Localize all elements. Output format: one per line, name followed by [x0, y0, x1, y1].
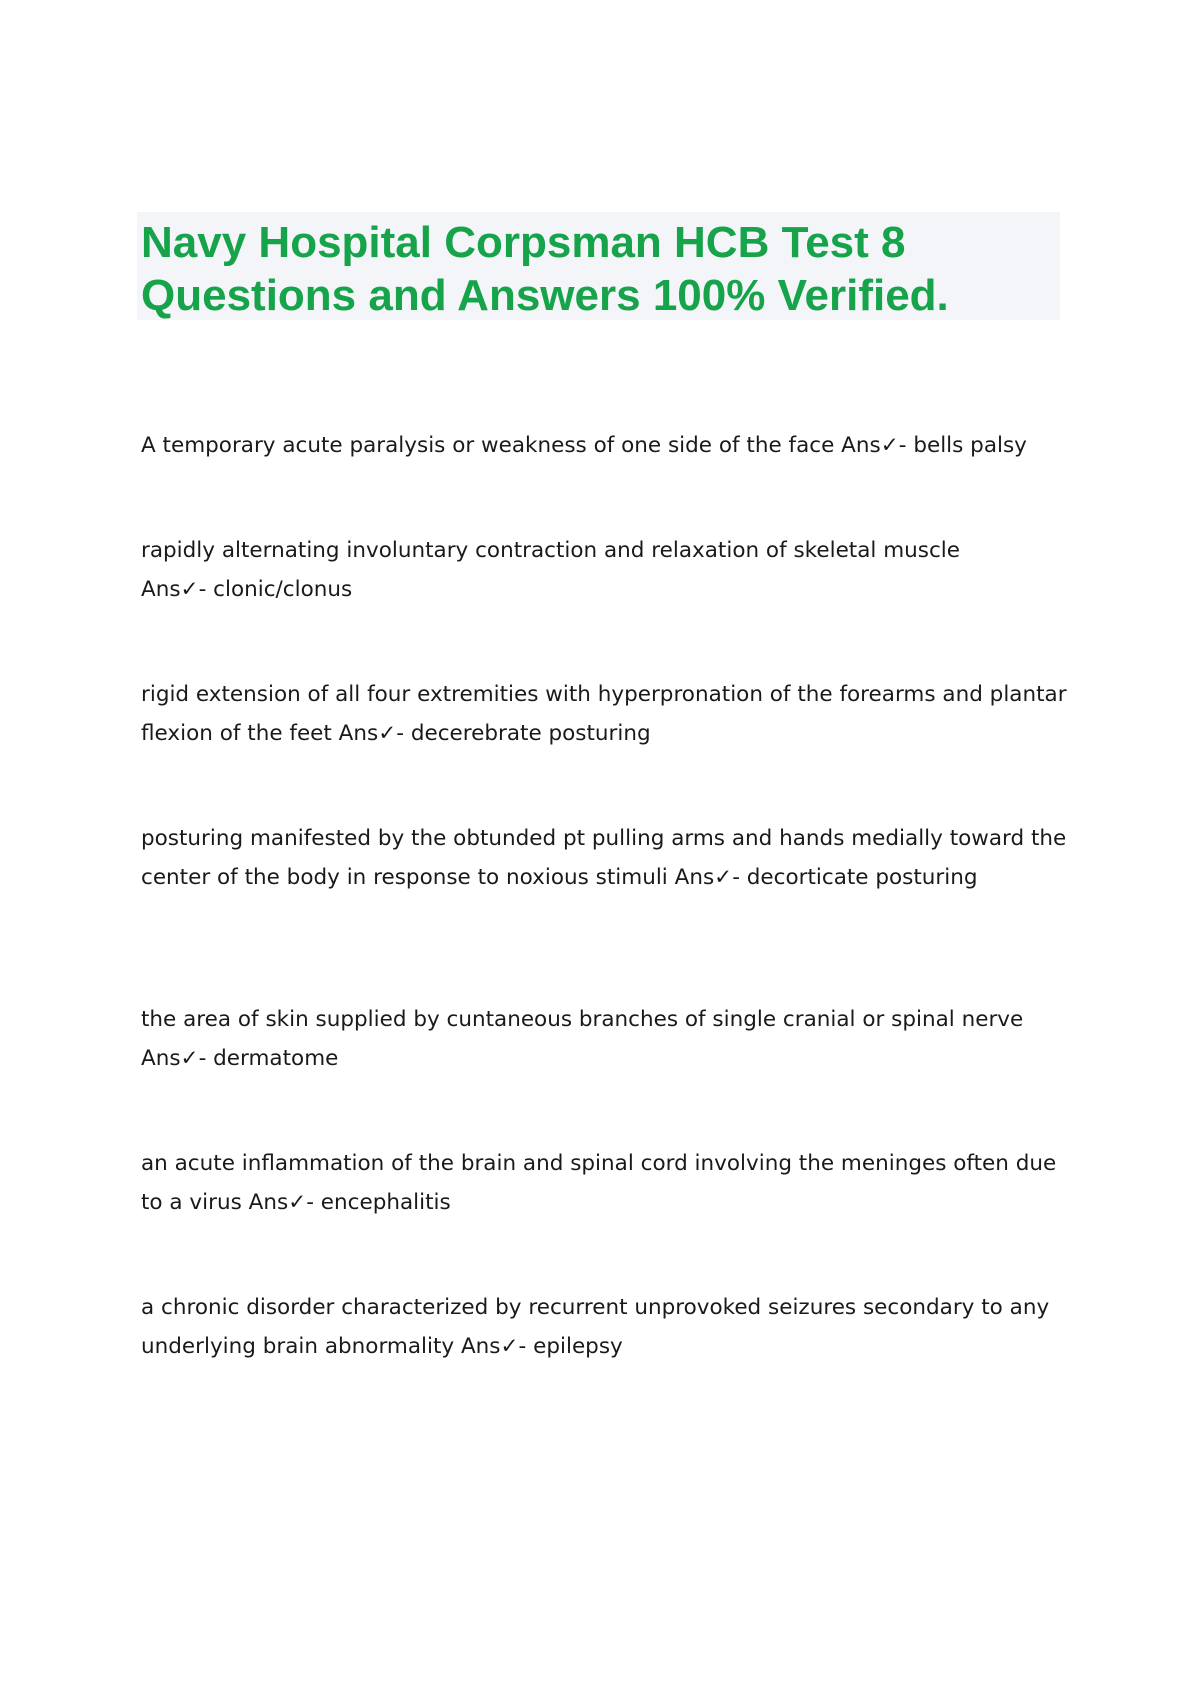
qa-item — [141, 1144, 1071, 1222]
qa-item — [141, 426, 1071, 465]
answer-text: epilepsy — [533, 1334, 623, 1359]
checkmark-icon: ✓ — [288, 1190, 307, 1215]
checkmark-icon: ✓ — [714, 865, 733, 890]
answer-text: dermatome — [213, 1046, 339, 1071]
checkmark-icon: ✓ — [500, 1334, 519, 1359]
question-text: posturing manifested by the obtunded pt pulling arms and hands medially toward the center of the body in response to noxious stimuli — [141, 826, 1067, 890]
document-title-line-1: Navy Hospital Corpsman HCB Test 8 — [141, 218, 906, 267]
qa-item — [141, 531, 1071, 609]
qa-item — [141, 819, 1071, 897]
checkmark-icon: ✓ — [378, 721, 397, 746]
answer-text: decerebrate posturing — [410, 721, 651, 746]
answer-label: Ans✓- — [141, 577, 214, 602]
answer-label: Ans✓- — [141, 1046, 214, 1071]
question-text: A temporary acute paralysis or weakness of one side of the face — [141, 433, 842, 458]
answer-label: Ans✓- — [460, 1334, 534, 1359]
question-text: an acute inflammation of the brain and spinal cord involving the meninges often due to a virus — [141, 1151, 1057, 1215]
answer-label: Ans✓- — [338, 721, 411, 746]
question-text: rigid extension of all four extremities with hyperpronation of the forearms and plantar flexion of the feet — [141, 682, 1067, 746]
answer-text: encephalitis — [320, 1190, 451, 1215]
answer-text: decorticate posturing — [746, 865, 978, 890]
question-text: the area of skin supplied by cuntaneous branches of single cranial or spinal nerve — [141, 1007, 1024, 1032]
answer-text: clonic/clonus — [213, 577, 353, 602]
question-text: a chronic disorder characterized by recurrent unprovoked seizures secondary to any underlying brain abnormality — [141, 1295, 1050, 1359]
document-title-box — [137, 212, 1060, 320]
qa-item — [141, 1288, 1071, 1366]
question-text: rapidly alternating involuntary contraction and relaxation of skeletal muscle — [141, 538, 961, 563]
answer-label: Ans✓- — [248, 1190, 321, 1215]
answer-text: bells palsy — [913, 433, 1027, 458]
qa-item — [141, 1000, 1071, 1078]
answer-label: Ans✓- — [841, 433, 914, 458]
checkmark-icon: ✓ — [880, 433, 899, 458]
qa-item — [141, 675, 1071, 753]
checkmark-icon: ✓ — [180, 577, 199, 602]
document-title-line-2: Questions and Answers 100% Verified. — [141, 271, 949, 320]
answer-label: Ans✓- — [674, 865, 747, 890]
checkmark-icon: ✓ — [180, 1046, 199, 1071]
